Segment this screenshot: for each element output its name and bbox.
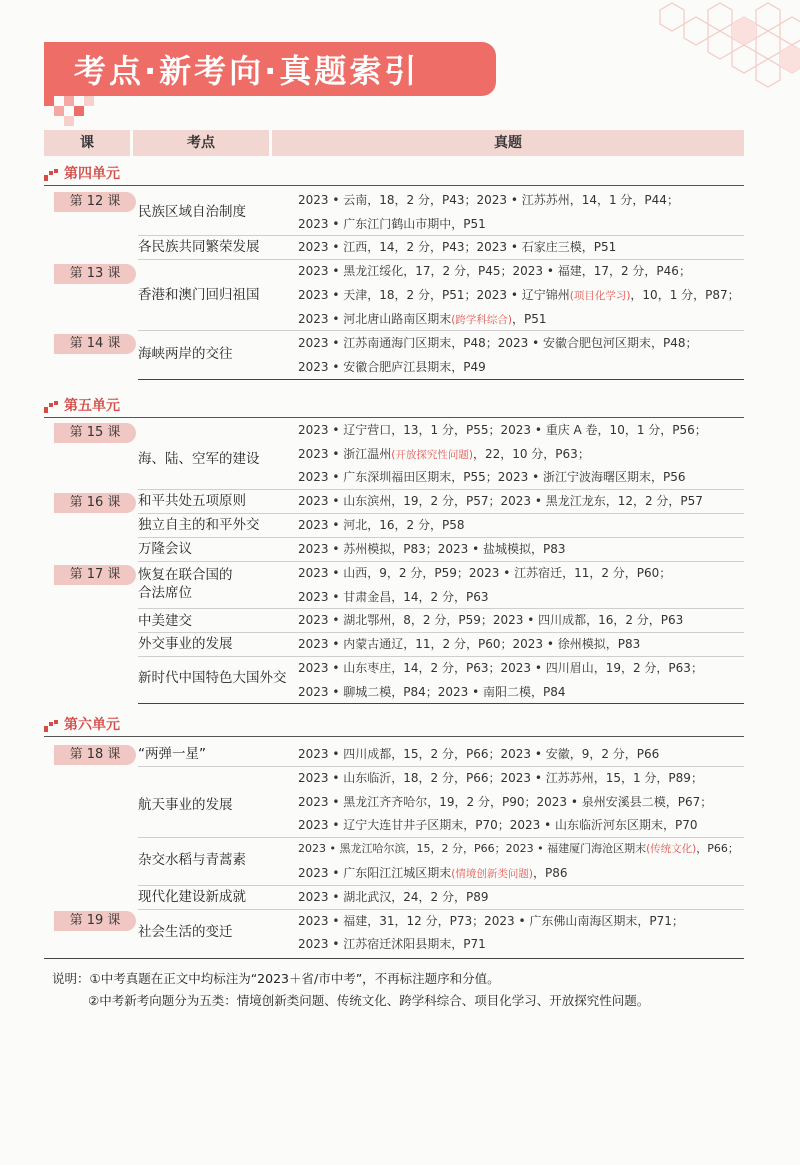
- row-divider: [138, 537, 744, 538]
- unit-label: 第五单元: [64, 398, 120, 414]
- point-text: 杂交水稻与青蒿素: [138, 852, 246, 868]
- section-end-rule: [138, 379, 744, 380]
- exam-line: 2023 • 苏州模拟，P83；2023 • 盐城模拟，P83: [298, 542, 566, 556]
- point-text: 各民族共同繁荣发展: [138, 239, 260, 255]
- pixel-decoration: [44, 96, 114, 132]
- row-divider: [138, 837, 744, 838]
- point-text: 海、陆、空军的建设: [138, 451, 260, 467]
- point-text: 航天事业的发展: [138, 797, 233, 813]
- section-end-rule: [44, 958, 744, 959]
- table-header: [44, 130, 744, 156]
- exam-line: 2023 • 山东枣庄，14，2 分，P63；2023 • 四川眉山，19，2 分，P63；: [298, 661, 703, 675]
- point-text: 海峡两岸的交往: [138, 346, 233, 362]
- lesson-tag: 第 19 课: [54, 911, 136, 931]
- row-divider: [138, 766, 744, 767]
- lesson-tag: 第 13 课: [54, 264, 136, 284]
- exam-line: 2023 • 甘肃金昌，14，2 分，P63: [298, 590, 489, 604]
- exam-line: 2023 • 黑龙江哈尔滨，15，2 分，P66；2023 • 福建厦门海沧区期末(传统文化)，P66；: [298, 842, 739, 855]
- exam-line: 2023 • 天津，18，2 分，P51；2023 • 辽宁锦州(项目化学习)，10，1 分，P87；: [298, 288, 740, 302]
- exam-line: 2023 • 湖北鄂州，8，2 分，P59；2023 • 四川成都，16，2 分，P63: [298, 613, 684, 627]
- exam-line: 2023 • 辽宁大连甘井子区期末，P70；2023 • 山东临沂河东区期末，P70: [298, 818, 698, 832]
- row-divider: [138, 489, 744, 490]
- exam-line: 2023 • 江苏南通海门区期末，P48；2023 • 安徽合肥包河区期末，P48；: [298, 336, 698, 350]
- title-banner: [44, 42, 496, 96]
- point-text: 独立自主的和平外交: [138, 517, 260, 533]
- exam-line: 2023 • 山东临沂，18，2 分，P66；2023 • 江苏苏州，15，1 分，P89；: [298, 771, 703, 785]
- header-lesson: 课: [44, 130, 130, 156]
- exam-line: 2023 • 内蒙古通辽，11，2 分，P60；2023 • 徐州模拟，P83: [298, 637, 641, 651]
- unit-marker-icon: [44, 401, 60, 413]
- row-divider: [138, 909, 744, 910]
- divider: [44, 736, 744, 737]
- point-text: 香港和澳门回归祖国: [138, 287, 260, 303]
- point-text: 恢复在联合国的: [138, 567, 233, 583]
- exam-line: 2023 • 江苏宿迁沭阳县期末，P71: [298, 937, 486, 951]
- point-text: 民族区域自治制度: [138, 204, 246, 220]
- unit-marker-icon: [44, 720, 60, 732]
- exam-line: 2023 • 广东深圳福田区期末，P55；2023 • 浙江宁波海曙区期末，P56: [298, 470, 686, 484]
- note-line: ②中考新考向题分为五类：情境创新类问题、传统文化、跨学科综合、项目化学习、开放探究性问题。: [88, 993, 650, 1008]
- point-text: 现代化建设新成就: [138, 889, 246, 905]
- divider: [44, 417, 744, 418]
- note-line: 说明：①中考真题在正文中均标注为“2023＋省/市中考”，不再标注题序和分值。: [52, 971, 500, 986]
- lesson-tag: 第 16 课: [54, 493, 136, 513]
- lesson-tag: 第 14 课: [54, 334, 136, 354]
- unit-label: 第六单元: [64, 717, 120, 733]
- exam-line: 2023 • 广东阳江江城区期末(情境创新类问题)，P86: [298, 866, 568, 880]
- exam-line: 2023 • 湖北武汉，24，2 分，P89: [298, 890, 489, 904]
- exam-line: 2023 • 河北，16，2 分，P58: [298, 518, 465, 532]
- point-text: 和平共处五项原则: [138, 493, 246, 509]
- lesson-tag: 第 18 课: [54, 745, 136, 765]
- row-divider: [138, 259, 744, 260]
- row-divider: [138, 561, 744, 562]
- point-text: 万隆会议: [138, 541, 192, 557]
- point-text: “两弹一星”: [138, 746, 206, 762]
- exam-line: 2023 • 浙江温州(开放探究性问题)，22，10 分，P63；: [298, 447, 590, 461]
- section-end-rule: [138, 703, 744, 704]
- exam-line: 2023 • 江西，14，2 分，P43；2023 • 石家庄三模，P51: [298, 240, 617, 254]
- row-divider: [138, 608, 744, 609]
- exam-line: 2023 • 安徽合肥庐江县期末，P49: [298, 360, 486, 374]
- unit-label: 第四单元: [64, 166, 120, 182]
- header-point: 考点: [133, 130, 269, 156]
- page-title: 考点·新考向·真题索引: [74, 52, 420, 90]
- header-exam: 真题: [272, 130, 744, 156]
- exam-line: 2023 • 黑龙江绥化，17，2 分，P45；2023 • 福建，17，2 分，P46；: [298, 264, 691, 278]
- divider: [44, 185, 744, 186]
- point-text: 新时代中国特色大国外交: [138, 670, 287, 686]
- exam-line: 2023 • 广东江门鹤山市期中，P51: [298, 217, 486, 231]
- lesson-tag: 第 17 课: [54, 565, 136, 585]
- point-text: 社会生活的变迁: [138, 924, 233, 940]
- hexagon-pattern: [560, 0, 800, 110]
- row-divider: [138, 513, 744, 514]
- row-divider: [138, 632, 744, 633]
- exam-line: 2023 • 黑龙江齐齐哈尔，19，2 分，P90；2023 • 泉州安溪县二模，P67；: [298, 795, 713, 809]
- lesson-tag: 第 12 课: [54, 192, 136, 212]
- exam-line: 2023 • 云南，18，2 分，P43；2023 • 江苏苏州，14，1 分，P44；: [298, 193, 679, 207]
- exam-line: 2023 • 四川成都，15，2 分，P66；2023 • 安徽，9，2 分，P66: [298, 747, 660, 761]
- exam-line: 2023 • 辽宁营口，13，1 分，P55；2023 • 重庆 A 卷，10，1 分，P56；: [298, 423, 707, 437]
- row-divider: [138, 235, 744, 236]
- lesson-tag: 第 15 课: [54, 423, 136, 443]
- point-text: 中美建交: [138, 613, 192, 629]
- exam-line: 2023 • 山东滨州，19，2 分，P57；2023 • 黑龙江龙东，12，2 分，P57: [298, 494, 703, 508]
- exam-line: 2023 • 河北唐山路南区期末(跨学科综合)，P51: [298, 312, 547, 326]
- row-divider: [138, 330, 744, 331]
- exam-line: 2023 • 福建，31，12 分，P73；2023 • 广东佛山南海区期末，P71；: [298, 914, 684, 928]
- point-text: 外交事业的发展: [138, 636, 233, 652]
- point-text: 合法席位: [138, 585, 192, 601]
- unit-marker-icon: [44, 169, 60, 181]
- exam-line: 2023 • 山西，9，2 分，P59；2023 • 江苏宿迁，11，2 分，P60；: [298, 566, 672, 580]
- row-divider: [138, 656, 744, 657]
- row-divider: [138, 885, 744, 886]
- exam-line: 2023 • 聊城二模，P84；2023 • 南阳二模，P84: [298, 685, 566, 699]
